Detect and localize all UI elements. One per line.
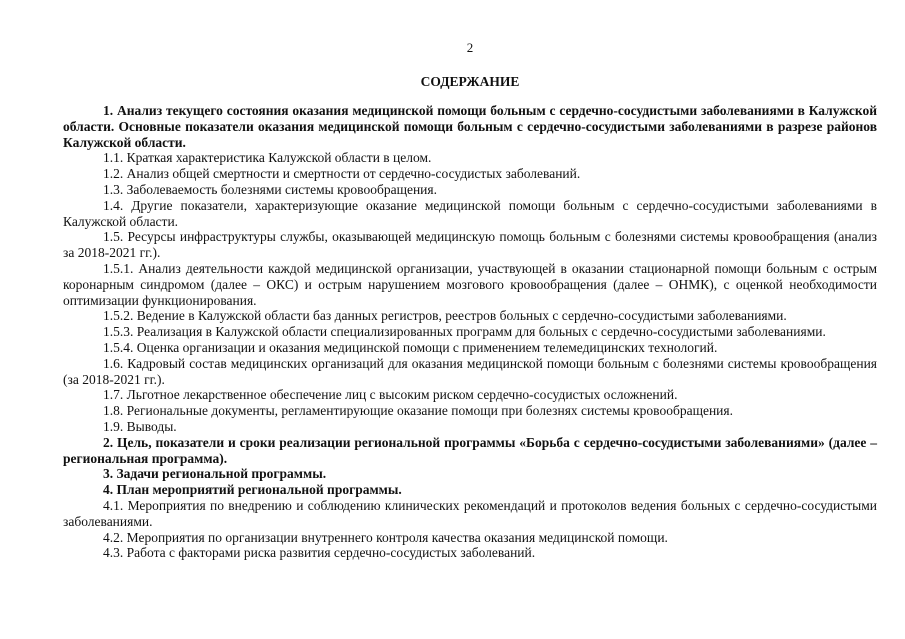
toc-entry: 1.5.3. Реализация в Калужской области специализированных программ для больных с сердечно-сосудистыми заболеваниями. xyxy=(103,324,826,340)
toc-entry: 1.5. Ресурсы инфраструктуры службы, оказывающей медицинскую помощь больным с болезнями системы кровообращения (анализ за 2018-2021 гг.). xyxy=(63,229,877,261)
page-number: 2 xyxy=(466,40,474,55)
toc-entry: 1.2. Анализ общей смертности и смертности от сердечно-сосудистых заболеваний. xyxy=(103,166,581,182)
toc-entry: 1.9. Выводы. xyxy=(103,418,177,434)
toc-entry: 4. План мероприятий региональной программы. xyxy=(103,482,402,498)
toc-entry: 1.8. Региональные документы, регламентирующие оказание помощи при болезнях системы кровообращения. xyxy=(103,403,733,419)
toc-entry: 1.3. Заболеваемость болезнями системы кровообращения. xyxy=(103,181,437,197)
toc-entry: 3. Задачи региональной программы. xyxy=(103,466,327,482)
toc-entry: 1.4. Другие показатели, характеризующие оказание медицинской помощи больным с сердечно-сосудистыми заболеваниями в Калужской области. xyxy=(63,197,877,229)
toc-entry: 4.1. Мероприятия по внедрению и соблюдению клинических рекомендаций и протоколов ведения больных с сердечно-сосудистыми заболеваниями. xyxy=(63,497,877,529)
toc-entry: 1.5.2. Ведение в Калужской области баз данных регистров, реестров больных с сердечно-сосудистыми заболеваниями. xyxy=(103,308,787,324)
toc-entry: 4.2. Мероприятия по организации внутреннего контроля качества оказания медицинской помощи. xyxy=(103,529,668,545)
toc-entry: 1.5.4. Оценка организации и оказания медицинской помощи с применением телемедицинских технологий. xyxy=(103,339,718,355)
toc-entry: 1.5.1. Анализ деятельности каждой медицинской организации, участвующей в оказании стационарной помощи больным с острым коронарным синдромом (далее – ОКС) и острым нарушением мозгового кровообращения (далее – ОНМК), с оценкой необходимости оптимизации функционирования. xyxy=(63,260,877,308)
toc-entry: 1.1. Краткая характеристика Калужской области в целом. xyxy=(103,150,432,166)
toc-entry: 4.3. Работа с факторами риска развития сердечно-сосудистых заболеваний. xyxy=(103,545,536,561)
toc-title: СОДЕРЖАНИЕ xyxy=(420,74,520,89)
toc-entry: 1.6. Кадровый состав медицинских организаций для оказания медицинской помощи больным с болезнями системы кровообращения (за 2018-2021 гг.). xyxy=(63,355,877,387)
toc-entry: 1.7. Льготное лекарственное обеспечение лиц с высоким риском сердечно-сосудистых осложнений. xyxy=(103,387,678,403)
toc-entry: 1. Анализ текущего состояния оказания медицинской помощи больным с сердечно-сосудистыми заболеваниями в Калужской области. Основные показатели оказания медицинской помощи больным с сердечно-сосудистыми заболеваниями в разрезе районов Калужской области. xyxy=(63,103,877,150)
toc-entry: 2. Цель, показатели и сроки реализации региональной программы «Борьба с сердечно-сосудистыми заболеваниями» (далее – региональная программа). xyxy=(63,434,877,466)
table-of-contents xyxy=(63,103,877,561)
